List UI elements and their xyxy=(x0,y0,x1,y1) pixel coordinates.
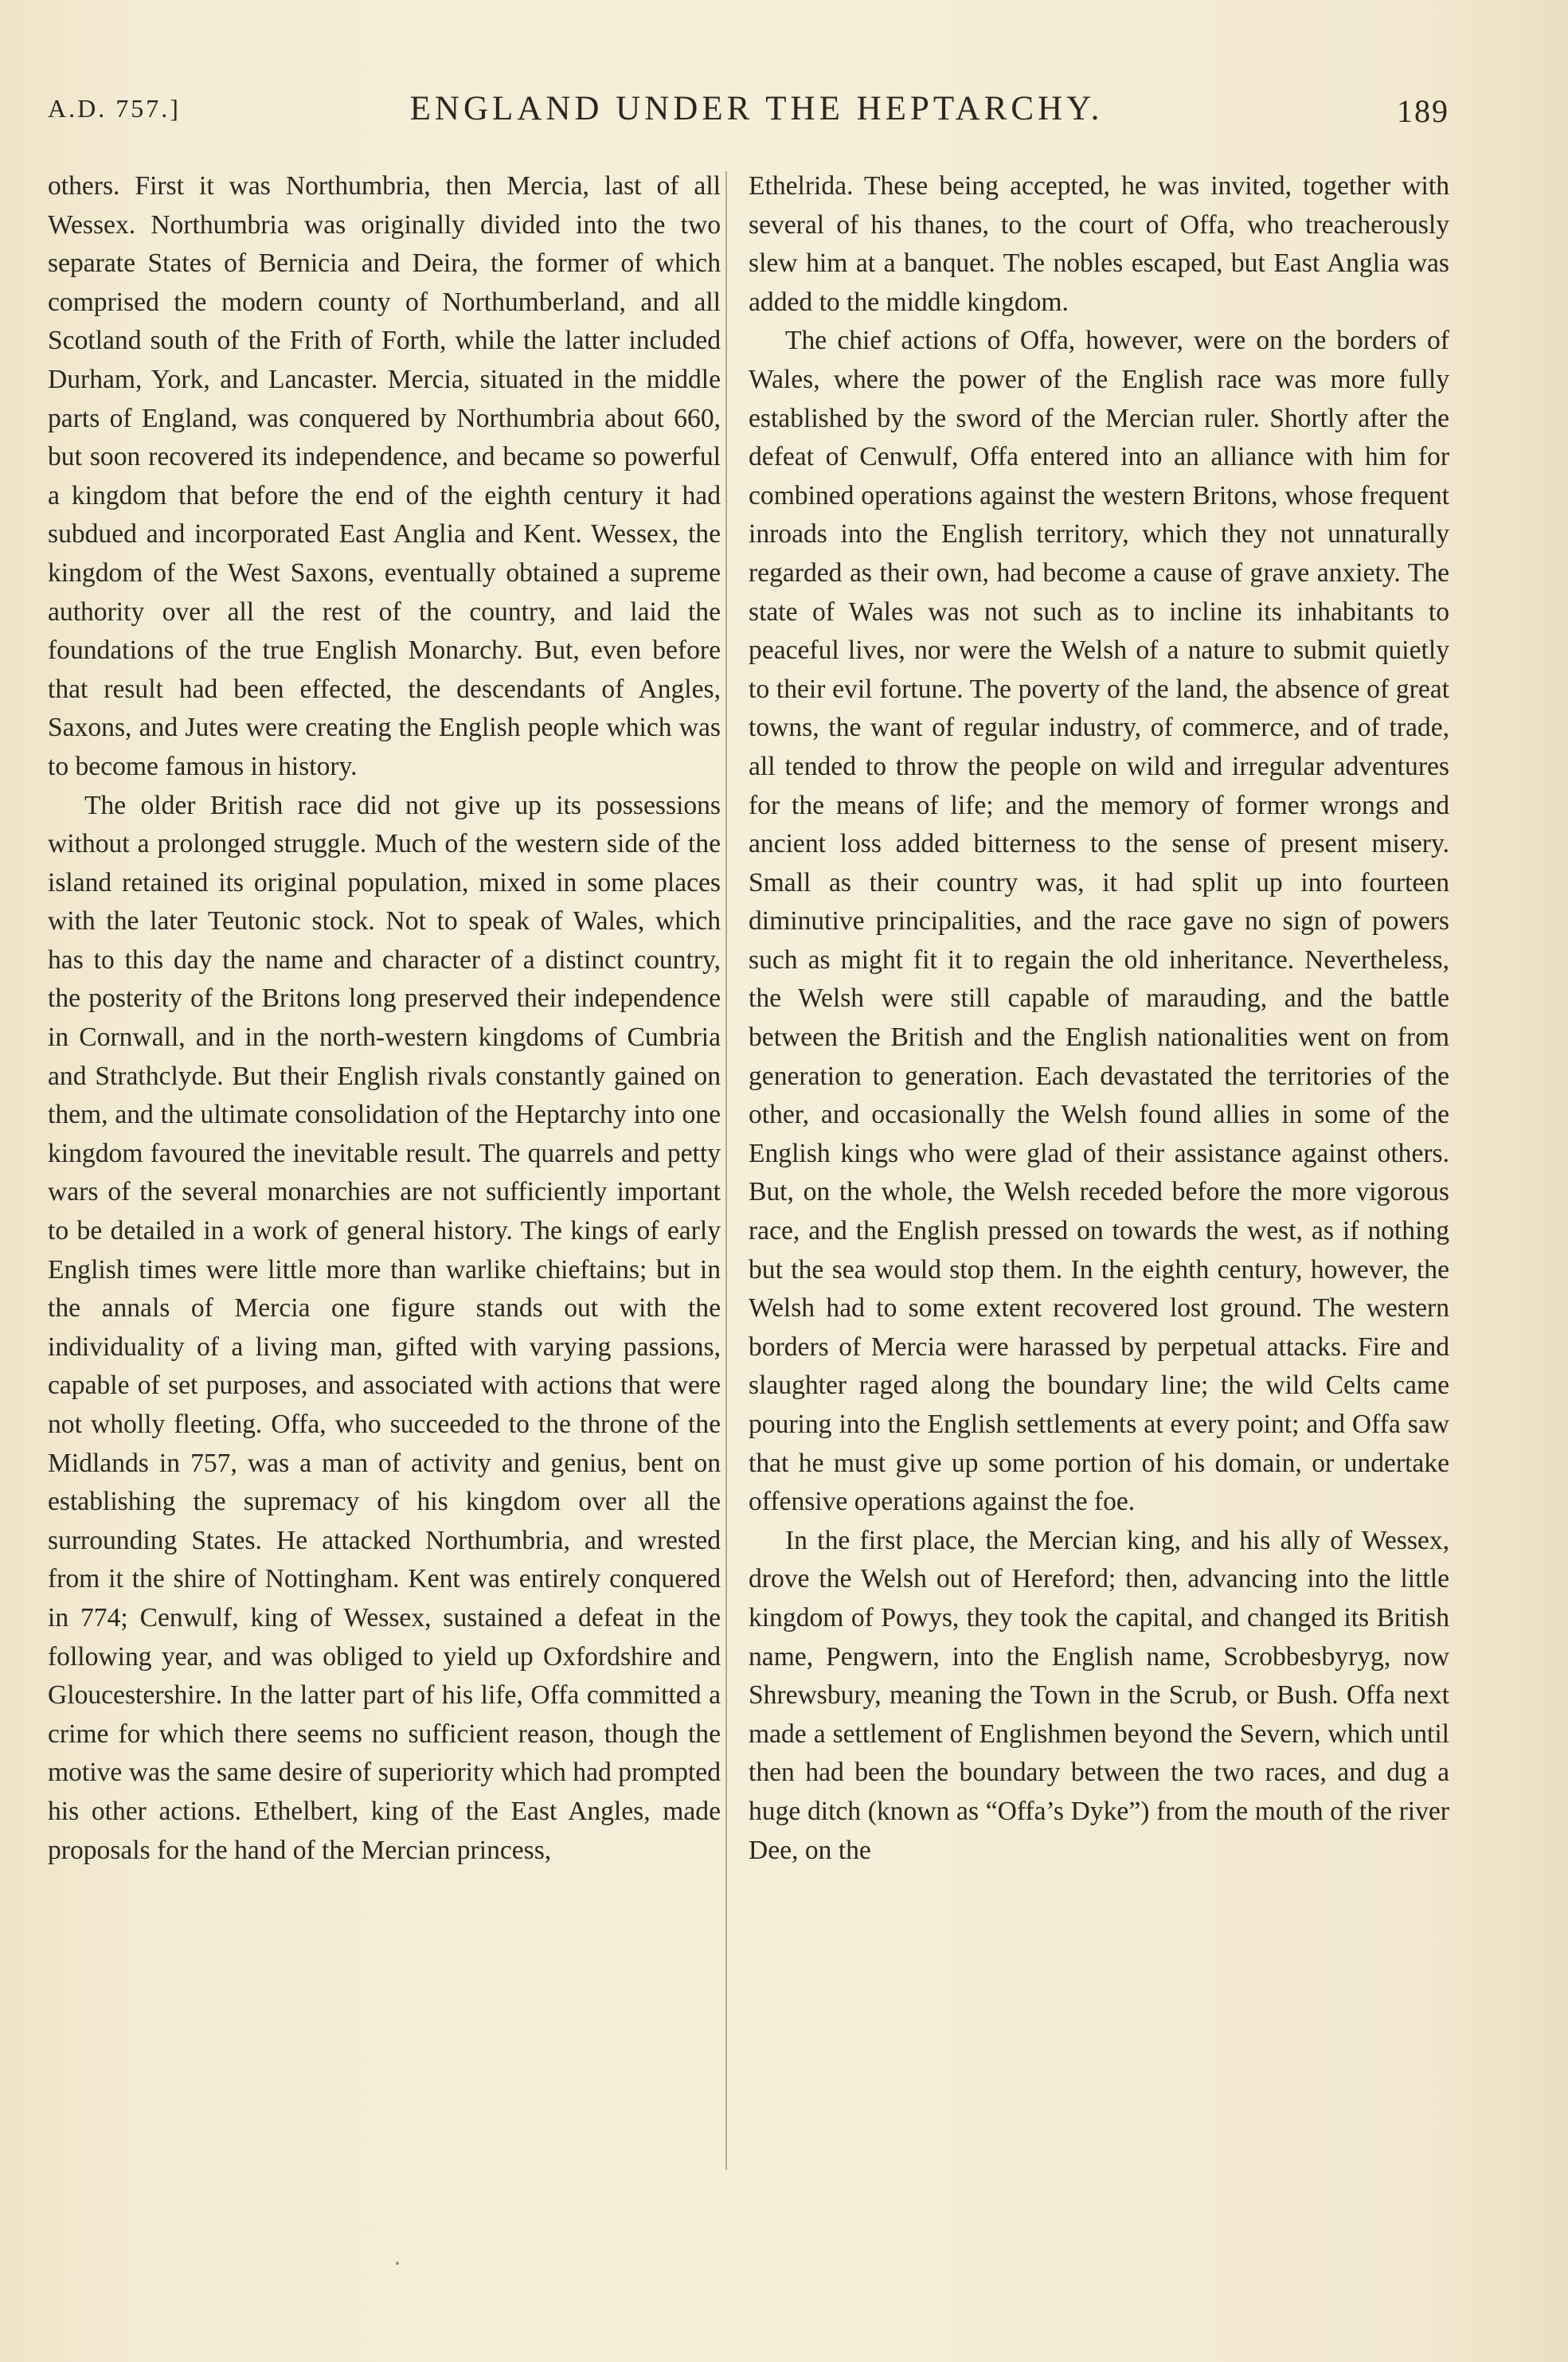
left-column xyxy=(48,167,721,2198)
paragraph: others. First it was Northumbria, then Mercia, last of all Wessex. Northumbria was originally divided into the two separate States of Bernicia and Deira, the former of which comprised the modern county of Northumberland, and all Scotland south of the Frith of Forth, while the latter included Durham, York, and Lancaster. Mercia, situated in the middle parts of England, was conquered by Northumbria about 660, but soon recovered its independence, and became so powerful a kingdom that before the end of the eighth century it had subdued and incorporated East Anglia and Kent. Wessex, the kingdom of the West Saxons, eventually obtained a supreme authority over all the rest of the country, and laid the foundations of the true English Monarchy. But, even before that result had been effected, the descendants of Angles, Saxons, and Jutes were creating the English people which was to become famous in history. xyxy=(48,171,721,781)
paragraph: The chief actions of Offa, however, were on the borders of Wales, where the power of the English race was more fully established by the sword of the Mercian ruler. Shortly after the defeat of Cenwulf, Offa entered into an alliance with him for combined operations against the western Britons, whose frequent inroads into the English territory, which they not unnaturally regarded as their own, had become a cause of grave anxiety. The state of Wales was not such as to incline its inhabitants to peaceful lives, nor were the Welsh of a nature to submit quietly to their evil fortune. The poverty of the land, the absence of great towns, the want of regular industry, of commerce, and of trade, all tended to throw the people on wild and irregular adventures for the means of life; and the memory of former wrongs and ancient loss added bitterness to the sense of present misery. Small as their country was, it had split up into fourteen diminutive principalities, and the race gave no sign of powers such as might fit it to regain the old inheritance. Nevertheless, the Welsh were still capable of marauding, and the battle between the British and the English nationalities went on from generation to generation. Each devastated the territories of the other, and occasionally the Welsh found allies in some of the English kings who were glad of their assistance against others. But, on the whole, the Welsh receded before the more vigorous race, and the English pressed on towards the west, as if nothing but the sea would stop them. In the eighth century, however, the Welsh had to some extent recovered lost ground. The western borders of Mercia were harassed by perpetual attacks. Fire and slaughter raged along the boundary line; the wild Celts came pouring into the English settlements at every point; and Offa saw that he must give up some portion of his domain, or undertake offensive operations against the foe. xyxy=(749,326,1449,1517)
paragraph: The older British race did not give up its possessions without a prolonged struggle. Much of the western side of the island retained its original population, mixed in some places with the later Teutonic stock. Not to speak of Wales, which has to this day the name and character of a distinct country, the posterity of the Britons long preserved their independence in Cornwall, and in the north-western kingdoms of Cumbria and Strathclyde. But their English rivals constantly gained on them, and the ultimate consolidation of the Heptarchy into one kingdom favoured the inevitable result. The quarrels and petty wars of the several monarchies are not sufficiently important to be detailed in a work of general history. The kings of early English times were little more than warlike chieftains; but in the annals of Mercia one figure stands out with the individuality of a living man, gifted with varying passions, capable of set purposes, and associated with actions that were not wholly fleeting. Offa, who succeeded to the throne of the Midlands in 757, was a man of activity and genius, bent on establishing the supremacy of his kingdom over all the surrounding States. He attacked Northumbria, and wrested from it the shire of Nottingham. Kent was entirely conquered in 774; Cenwulf, king of Wessex, sustained a defeat in the following year, and was obliged to yield up Oxfordshire and Gloucestershire. In the latter part of his life, Offa committed a crime for which there seems no sufficient reason, though the motive was the same desire of superiority which had prompted his other actions. Ethelbert, king of the East Angles, made proposals for the hand of the Mercian princess, xyxy=(48,790,721,1865)
right-column xyxy=(749,167,1449,2198)
paragraph: In the first place, the Mercian king, and his ally of Wessex, drove the Welsh out of Hereford; then, advancing into the little kingdom of Powys, they took the capital, and changed its British name, Pengwern, into the English name, Scrobbesbyryg, now Shrewsbury, meaning the Town in the Scrub, or Bush. Offa next made a settlement of Englishmen beyond the Severn, which until then had been the boundary between the two races, and dug a huge ditch (known as “Offa’s Dyke”) from the mouth of the river Dee, on the xyxy=(749,1525,1449,1865)
column-divider xyxy=(725,171,727,2170)
header-date: A.D. 757.] xyxy=(48,94,181,123)
header-title: ENGLAND UNDER THE HEPTARCHY. xyxy=(409,90,1104,127)
paragraph: Ethelrida. These being accepted, he was invited, together with several of his thanes, to the court of Offa, who treacherously slew him at a banquet. The nobles escaped, but East Anglia was added to the middle kingdom. xyxy=(749,171,1449,317)
running-header xyxy=(48,89,1449,137)
page-number: 189 xyxy=(1397,93,1449,129)
ink-speck xyxy=(396,2262,399,2265)
